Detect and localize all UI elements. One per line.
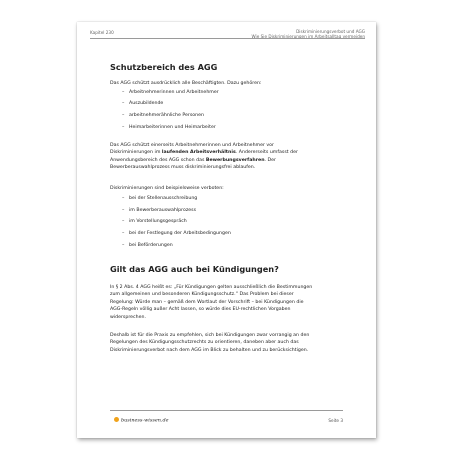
publisher-logo: business-wissen.de (114, 417, 168, 424)
list-item: – im Vorstellungsgespräch (122, 219, 187, 224)
header-title-line1: Diskriminierungsverbot und AGG (296, 29, 365, 34)
list-item: – Arbeitnehmerinnen und Arbeitnehmer (122, 90, 219, 95)
list-item: – Auszubildende (122, 101, 164, 106)
paragraph-kuendigung-1: In § 2 Abs. 4 AGG heißt es: „Für Kündigungen gelten ausschließlich die Bestimmungen zum allgemeinen und besonderen Kündigungsschutz.“ Das Problem bei dieser Regelung: Würde man – gemäß dem Wortlaut der Vorschrift – bei Kündigungen die AGG-Regeln völlig außer Acht lassen, so würde dies EU-rechtlichen Vorgaben widersprechen. (110, 285, 313, 320)
paragraph-scope: Das AGG schützt einerseits Arbeitnehmerinnen und Arbeitnehmer vor Diskriminierungen im laufenden Arbeitsverhältnis. Andererseits umfasst der Anwendungsbereich des AGG schon das Bewerbungsverfahren. Der Bewerberauswahlprozess muss diskriminierungsfrei ablaufen. (110, 143, 298, 171)
list-item: – im Bewerberauswahlprozess (122, 208, 197, 213)
section-heading-schutzbereich: Schutzbereich des AGG (110, 62, 218, 72)
list-item: – arbeitnehmerähnliche Personen (122, 113, 204, 118)
list-item: – bei Beförderungen (122, 243, 173, 248)
footer-divider (110, 410, 343, 411)
document-page (77, 22, 376, 438)
logo-dot-icon (114, 417, 119, 422)
list-item: – bei der Stellenausschreibung (122, 196, 198, 201)
paragraph-kuendigung-2: Deshalb ist für die Praxis zu empfehlen, sich bei Kündigungen zwar vorrangig an den Regelungen des Kündigungsschutzrechts zu orientieren, daneben aber auch das Diskriminierungsverbot nach dem AGG im Blick zu behalten und zu berücksichtigen. (110, 333, 310, 353)
header-title-line2: Wie Sie Diskriminierungen im Arbeitsalltag vermeiden (251, 34, 365, 40)
list-item: – Heimarbeiterinnen und Heimarbeiter (122, 125, 216, 130)
section-heading-kuendigungen: Gilt das AGG auch bei Kündigungen? (110, 264, 279, 274)
paragraph-intro: Das AGG schützt ausdrücklich alle Beschäftigten. Dazu gehören: (110, 81, 262, 86)
page-number: Seite 3 (328, 418, 343, 423)
header-divider (90, 38, 365, 39)
list-item: – bei der Festlegung der Arbeitsbedingungen (122, 231, 231, 236)
paragraph-examples: Diskriminierungen sind beispielsweise verboten: (110, 186, 224, 191)
chapter-label: Kapitel 230 (90, 30, 114, 35)
